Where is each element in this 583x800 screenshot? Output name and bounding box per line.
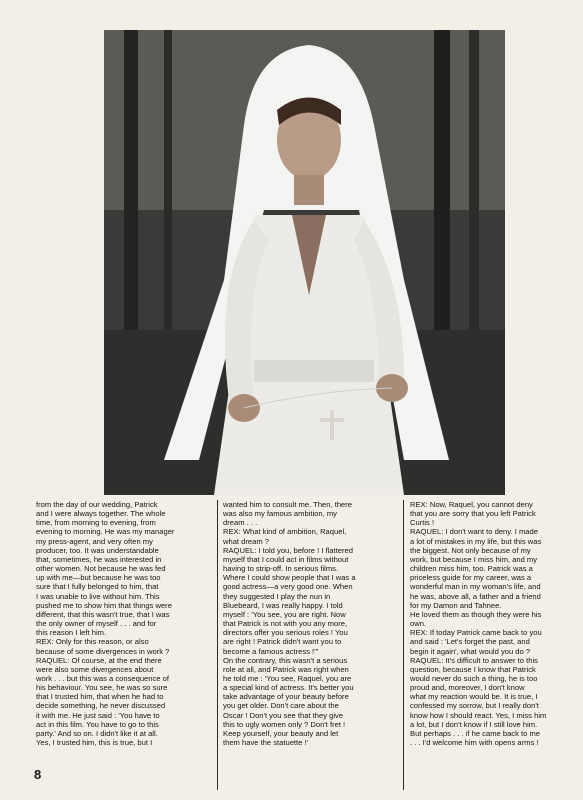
- article-column-2: wanted him to consult me. Then, there was also my famous ambition, my dream . . . REX: What kind of ambition, Raquel, what dream ? RAQUEL: I told you, before ! I flattered myself that I could act in films without having to strip-off. In serious films. Where I could show people that I was a good actress—a very good one. When they suggested I play the nun in Bluebeard, I was really happy. I told myself : 'You see, you are right. Now that Patrick is not with you any more, directors offer you serious roles ! You are right ! Patrick didn't want you to become a famous actress !'" On the contrary, this wasn't a serious role at all, and Patrick was right when he told me : 'You see, Raquel, you are a special kind of actress. It's better you take advantage of your beauty before you get older. Don't care about the Oscar ! Don't you see that they give this to ugly women only ? Don't fret ! Keep yourself, your beauty and let them have the statuette !': [223, 500, 356, 748]
- portrait-photo: [104, 30, 505, 495]
- portrait-photo-nun-costume-icon: [104, 30, 505, 495]
- article-column-3: REX: Now, Raquel, you cannot deny that you are sorry that you left Patrick Curtis ! RAQUEL: I don't want to deny. I made a lot of mistakes in my life, but this was the biggest. Not only because of my work, but because I miss him, and my children miss him, too. Patrick was a priceless guide for my career, was a wonderful man in my woman's life, and he was, above all, a father and a friend for my Damon and Tahnee. He loved them as though they were his own. REX: If today Patrick came back to you and said : 'Let's forget the past, and begin it again', what would you do ? RAQUEL: It's difficult to answer to this question, because I know that Patrick would never do such a thing, he is too proud and, moreover, I don't know what my reaction would be. It is true, I confessed my sorrow, but I really don't know how I should react. Yes, I miss him a lot, but I don't know if I still love him. But perhaps . . . if he came back to me . . . I'd welcome him with opens arms !: [410, 500, 547, 748]
- column-divider-2: [403, 500, 404, 790]
- page-number: 8: [34, 767, 42, 782]
- article-column-1: from the day of our wedding, Patrick and I were always together. The whole time, from morning to evening, from evening to morning. He was my manager my press-agent, and very often my producer, too. It was understandable that, sometimes, he was interested in other women. Not because he was fed up with me—but because he was too sure that I fully belonged to him, that I was unable to live without him. This pushed me to show him that things were different, that this wasn't true, that I was the only owner of myself . . . and for this reason I left him. REX: Only for this reason, or also because of some divergences in work ? RAQUEL: Of course, at the end there were also some divergences about work . . . but this was a consequence of his behaviour. You see, he was so sure that I trusted him, that when he had to decide something, he never discussed it with me. He just said : 'You have to act in this film. You have to go to this party.' And so on. I didn't like it at all. Yes, I trusted him, this is true, but I: [36, 500, 175, 748]
- column-divider-1: [217, 500, 218, 790]
